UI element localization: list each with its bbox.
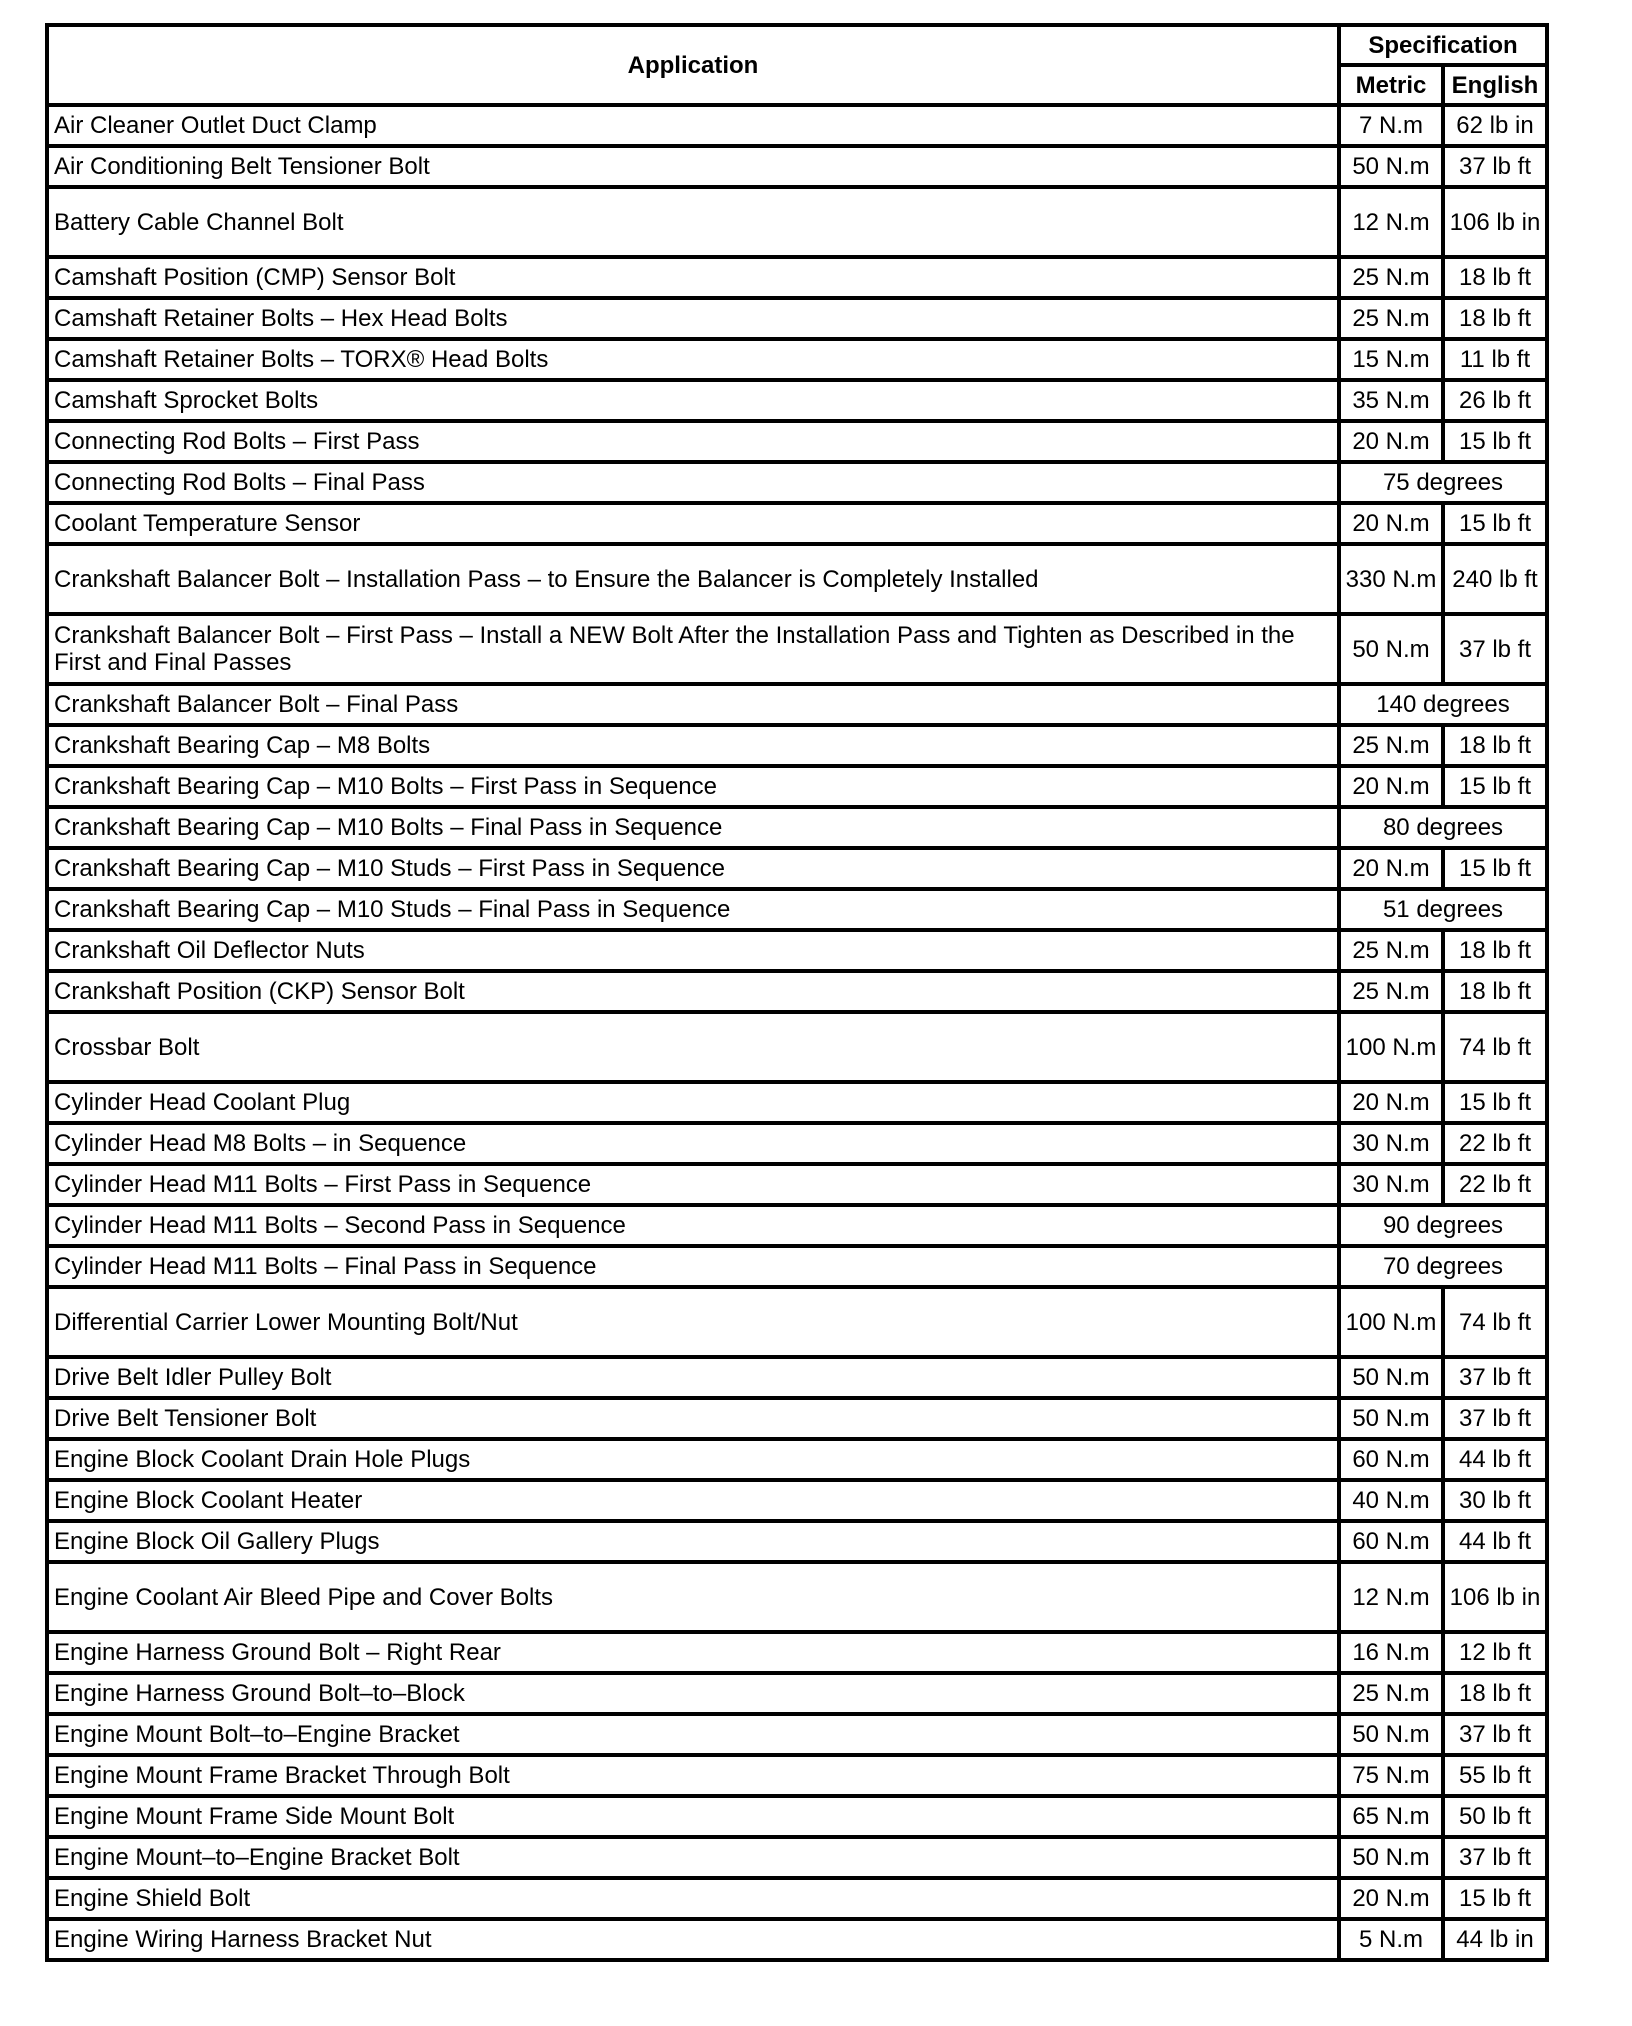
application-cell: Crankshaft Position (CKP) Sensor Bolt [47, 971, 1339, 1012]
table-row [47, 1673, 1547, 1714]
table-row [47, 1164, 1547, 1205]
table-row [47, 105, 1547, 146]
english-cell: 18 lb ft [1443, 725, 1547, 766]
english-cell: 15 lb ft [1443, 421, 1547, 462]
application-cell: Engine Shield Bolt [47, 1878, 1339, 1919]
metric-cell: 5 N.m [1339, 1919, 1443, 1960]
table-row [47, 298, 1547, 339]
english-cell: 74 lb ft [1443, 1012, 1547, 1082]
metric-cell: 25 N.m [1339, 1673, 1443, 1714]
metric-cell: 60 N.m [1339, 1521, 1443, 1562]
header-metric: Metric [1339, 65, 1443, 105]
english-cell: 37 lb ft [1443, 614, 1547, 684]
application-cell: Coolant Temperature Sensor [47, 503, 1339, 544]
application-cell: Drive Belt Idler Pulley Bolt [47, 1357, 1339, 1398]
metric-cell: 100 N.m [1339, 1287, 1443, 1357]
english-cell: 26 lb ft [1443, 380, 1547, 421]
table-row [47, 1012, 1547, 1082]
application-cell: Cylinder Head M11 Bolts – Final Pass in Sequence [47, 1246, 1339, 1287]
metric-cell: 100 N.m [1339, 1012, 1443, 1082]
english-cell: 44 lb ft [1443, 1439, 1547, 1480]
english-cell: 44 lb in [1443, 1919, 1547, 1960]
application-cell: Crankshaft Bearing Cap – M10 Studs – First Pass in Sequence [47, 848, 1339, 889]
metric-cell: 60 N.m [1339, 1439, 1443, 1480]
table-row [47, 807, 1547, 848]
metric-cell: 25 N.m [1339, 257, 1443, 298]
application-cell: Crankshaft Bearing Cap – M10 Bolts – Final Pass in Sequence [47, 807, 1339, 848]
table-row [47, 1123, 1547, 1164]
table-row [47, 1521, 1547, 1562]
spec-degrees-cell: 51 degrees [1339, 889, 1547, 930]
application-cell: Drive Belt Tensioner Bolt [47, 1398, 1339, 1439]
table-row [47, 889, 1547, 930]
table-row [47, 1357, 1547, 1398]
application-cell: Engine Wiring Harness Bracket Nut [47, 1919, 1339, 1960]
application-cell: Camshaft Retainer Bolts – TORX® Head Bolts [47, 339, 1339, 380]
application-cell: Engine Mount Frame Bracket Through Bolt [47, 1755, 1339, 1796]
english-cell: 15 lb ft [1443, 1082, 1547, 1123]
english-cell: 22 lb ft [1443, 1123, 1547, 1164]
table-row [47, 1246, 1547, 1287]
metric-cell: 12 N.m [1339, 187, 1443, 257]
metric-cell: 30 N.m [1339, 1123, 1443, 1164]
metric-cell: 7 N.m [1339, 105, 1443, 146]
table-row [47, 1632, 1547, 1673]
english-cell: 22 lb ft [1443, 1164, 1547, 1205]
metric-cell: 50 N.m [1339, 1357, 1443, 1398]
metric-cell: 20 N.m [1339, 848, 1443, 889]
application-cell: Air Cleaner Outlet Duct Clamp [47, 105, 1339, 146]
english-cell: 15 lb ft [1443, 1878, 1547, 1919]
table-row [47, 380, 1547, 421]
table-row [47, 725, 1547, 766]
table-row [47, 503, 1547, 544]
metric-cell: 50 N.m [1339, 614, 1443, 684]
english-cell: 74 lb ft [1443, 1287, 1547, 1357]
header-specification: Specification [1339, 25, 1547, 65]
metric-cell: 330 N.m [1339, 544, 1443, 614]
metric-cell: 12 N.m [1339, 1562, 1443, 1632]
metric-cell: 30 N.m [1339, 1164, 1443, 1205]
application-cell: Cylinder Head Coolant Plug [47, 1082, 1339, 1123]
english-cell: 106 lb in [1443, 187, 1547, 257]
table-row [47, 1755, 1547, 1796]
application-cell: Connecting Rod Bolts – Final Pass [47, 462, 1339, 503]
application-cell: Engine Harness Ground Bolt–to–Block [47, 1673, 1339, 1714]
application-cell: Engine Block Coolant Heater [47, 1480, 1339, 1521]
english-cell: 30 lb ft [1443, 1480, 1547, 1521]
header-english: English [1443, 65, 1547, 105]
application-cell: Engine Block Oil Gallery Plugs [47, 1521, 1339, 1562]
english-cell: 44 lb ft [1443, 1521, 1547, 1562]
application-cell: Crankshaft Balancer Bolt – Installation Pass – to Ensure the Balancer is Completely Installed [47, 544, 1339, 614]
metric-cell: 20 N.m [1339, 1878, 1443, 1919]
metric-cell: 15 N.m [1339, 339, 1443, 380]
application-cell: Connecting Rod Bolts – First Pass [47, 421, 1339, 462]
application-cell: Crankshaft Bearing Cap – M8 Bolts [47, 725, 1339, 766]
application-cell: Engine Mount–to–Engine Bracket Bolt [47, 1837, 1339, 1878]
metric-cell: 40 N.m [1339, 1480, 1443, 1521]
table-row [47, 1398, 1547, 1439]
metric-cell: 65 N.m [1339, 1796, 1443, 1837]
application-cell: Engine Block Coolant Drain Hole Plugs [47, 1439, 1339, 1480]
application-cell: Crankshaft Bearing Cap – M10 Studs – Final Pass in Sequence [47, 889, 1339, 930]
english-cell: 18 lb ft [1443, 930, 1547, 971]
application-cell: Air Conditioning Belt Tensioner Bolt [47, 146, 1339, 187]
english-cell: 18 lb ft [1443, 1673, 1547, 1714]
english-cell: 18 lb ft [1443, 298, 1547, 339]
metric-cell: 50 N.m [1339, 1398, 1443, 1439]
table-row [47, 146, 1547, 187]
application-cell: Differential Carrier Lower Mounting Bolt/Nut [47, 1287, 1339, 1357]
metric-cell: 25 N.m [1339, 298, 1443, 339]
table-row [47, 971, 1547, 1012]
table-row [47, 1837, 1547, 1878]
metric-cell: 50 N.m [1339, 1837, 1443, 1878]
english-cell: 15 lb ft [1443, 848, 1547, 889]
english-cell: 37 lb ft [1443, 1357, 1547, 1398]
english-cell: 50 lb ft [1443, 1796, 1547, 1837]
table-row [47, 1562, 1547, 1632]
application-cell: Crossbar Bolt [47, 1012, 1339, 1082]
metric-cell: 50 N.m [1339, 1714, 1443, 1755]
application-cell: Camshaft Position (CMP) Sensor Bolt [47, 257, 1339, 298]
table-row [47, 1082, 1547, 1123]
application-cell: Camshaft Sprocket Bolts [47, 380, 1339, 421]
application-cell: Engine Harness Ground Bolt – Right Rear [47, 1632, 1339, 1673]
application-cell: Crankshaft Balancer Bolt – First Pass – Install a NEW Bolt After the Installation Pass and Tighten as Described in the First and Final Passes [47, 614, 1339, 684]
application-cell: Engine Mount Frame Side Mount Bolt [47, 1796, 1339, 1837]
english-cell: 12 lb ft [1443, 1632, 1547, 1673]
english-cell: 11 lb ft [1443, 339, 1547, 380]
table-row [47, 421, 1547, 462]
english-cell: 37 lb ft [1443, 1714, 1547, 1755]
application-cell: Camshaft Retainer Bolts – Hex Head Bolts [47, 298, 1339, 339]
metric-cell: 25 N.m [1339, 725, 1443, 766]
metric-cell: 16 N.m [1339, 1632, 1443, 1673]
table-row [47, 1796, 1547, 1837]
table-row [47, 684, 1547, 725]
spec-degrees-cell: 70 degrees [1339, 1246, 1547, 1287]
spec-degrees-cell: 80 degrees [1339, 807, 1547, 848]
table-row [47, 544, 1547, 614]
metric-cell: 50 N.m [1339, 146, 1443, 187]
english-cell: 240 lb ft [1443, 544, 1547, 614]
table-row [47, 1287, 1547, 1357]
table-row [47, 1205, 1547, 1246]
english-cell: 37 lb ft [1443, 146, 1547, 187]
spec-degrees-cell: 90 degrees [1339, 1205, 1547, 1246]
table-row [47, 1878, 1547, 1919]
english-cell: 18 lb ft [1443, 971, 1547, 1012]
table-row [47, 766, 1547, 807]
english-cell: 62 lb in [1443, 105, 1547, 146]
table-row [47, 1480, 1547, 1521]
application-cell: Battery Cable Channel Bolt [47, 187, 1339, 257]
english-cell: 18 lb ft [1443, 257, 1547, 298]
application-cell: Engine Coolant Air Bleed Pipe and Cover Bolts [47, 1562, 1339, 1632]
english-cell: 15 lb ft [1443, 503, 1547, 544]
table-row [47, 257, 1547, 298]
application-cell: Cylinder Head M11 Bolts – First Pass in Sequence [47, 1164, 1339, 1205]
application-cell: Engine Mount Bolt–to–Engine Bracket [47, 1714, 1339, 1755]
table-row [47, 848, 1547, 889]
table-row [47, 1714, 1547, 1755]
english-cell: 37 lb ft [1443, 1398, 1547, 1439]
application-cell: Cylinder Head M11 Bolts – Second Pass in Sequence [47, 1205, 1339, 1246]
application-cell: Crankshaft Bearing Cap – M10 Bolts – First Pass in Sequence [47, 766, 1339, 807]
english-cell: 106 lb in [1443, 1562, 1547, 1632]
metric-cell: 20 N.m [1339, 1082, 1443, 1123]
application-cell: Crankshaft Oil Deflector Nuts [47, 930, 1339, 971]
table-row [47, 187, 1547, 257]
metric-cell: 20 N.m [1339, 503, 1443, 544]
application-cell: Cylinder Head M8 Bolts – in Sequence [47, 1123, 1339, 1164]
metric-cell: 20 N.m [1339, 766, 1443, 807]
table-row [47, 614, 1547, 684]
application-cell: Crankshaft Balancer Bolt – Final Pass [47, 684, 1339, 725]
spec-degrees-cell: 140 degrees [1339, 684, 1547, 725]
table-row [47, 1919, 1547, 1960]
english-cell: 15 lb ft [1443, 766, 1547, 807]
table-row [47, 1439, 1547, 1480]
english-cell: 37 lb ft [1443, 1837, 1547, 1878]
table-body [47, 105, 1547, 1960]
torque-spec-table [45, 23, 1549, 1962]
metric-cell: 25 N.m [1339, 930, 1443, 971]
table-row [47, 339, 1547, 380]
metric-cell: 35 N.m [1339, 380, 1443, 421]
table-header [47, 25, 1547, 105]
table-row [47, 930, 1547, 971]
metric-cell: 75 N.m [1339, 1755, 1443, 1796]
table-row [47, 462, 1547, 503]
english-cell: 55 lb ft [1443, 1755, 1547, 1796]
spec-degrees-cell: 75 degrees [1339, 462, 1547, 503]
metric-cell: 20 N.m [1339, 421, 1443, 462]
header-application: Application [47, 25, 1339, 105]
metric-cell: 25 N.m [1339, 971, 1443, 1012]
